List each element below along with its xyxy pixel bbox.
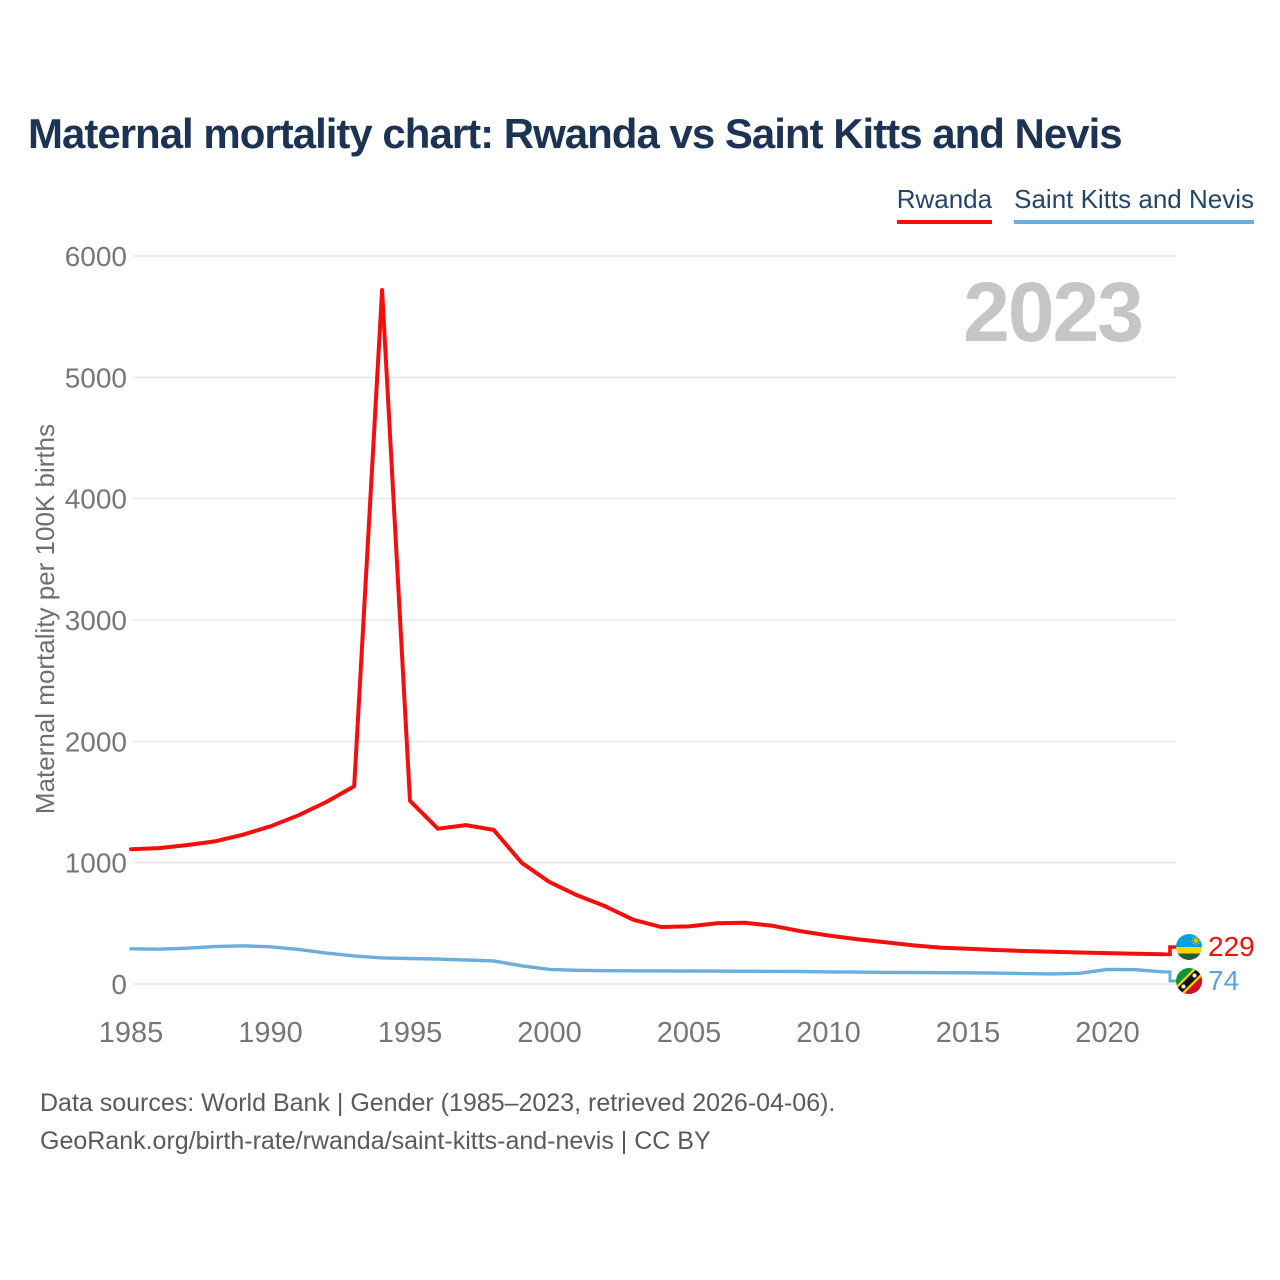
x-tick-label: 1995 xyxy=(377,1017,443,1049)
chart-title: Maternal mortality chart: Rwanda vs Saint Kitts and Nevis xyxy=(28,110,1122,157)
y-tick-label: 0 xyxy=(111,969,127,1000)
saint-kitts-and-nevis-flag-icon xyxy=(1172,964,1206,998)
footer-sources: Data sources: World Bank | Gender (1985–2023, retrieved 2026-04-06). xyxy=(40,1089,836,1117)
y-tick-label: 4000 xyxy=(64,483,127,515)
y-tick-label: 6000 xyxy=(64,241,127,272)
x-tick-label: 2010 xyxy=(796,1017,861,1049)
watermark-year: 2023 xyxy=(963,265,1142,359)
end-connector-rwanda xyxy=(1163,947,1177,954)
x-tick-label: 2000 xyxy=(517,1017,582,1049)
series-line-rwanda xyxy=(131,290,1163,954)
end-value-rwanda: 229 xyxy=(1208,931,1255,962)
end-connector-saint-kitts-and-nevis xyxy=(1163,972,1177,981)
footer xyxy=(40,1084,835,1160)
y-tick-label: 1000 xyxy=(64,847,127,879)
rwanda-flag-icon xyxy=(1176,934,1202,960)
legend-label-rwanda: Rwanda xyxy=(896,184,993,214)
y-tick-label: 5000 xyxy=(64,362,127,394)
footer-attribution: GeoRank.org/birth-rate/rwanda/saint-kitts-and-nevis | CC BY xyxy=(40,1127,711,1155)
x-tick-label: 1985 xyxy=(98,1017,164,1049)
end-value-saint-kitts-and-nevis: 74 xyxy=(1208,965,1240,996)
x-tick-label: 2005 xyxy=(656,1017,722,1049)
x-tick-label: 1990 xyxy=(238,1017,303,1049)
x-tick-label: 2020 xyxy=(1075,1017,1140,1049)
y-tick-label: 2000 xyxy=(64,726,127,758)
y-axis-title: Maternal mortality per 100K births xyxy=(30,423,60,815)
y-tick-label: 3000 xyxy=(64,605,127,636)
legend-label-saint-kitts-and-nevis: Saint Kitts and Nevis xyxy=(1014,184,1254,214)
x-tick-label: 2015 xyxy=(935,1017,1001,1049)
